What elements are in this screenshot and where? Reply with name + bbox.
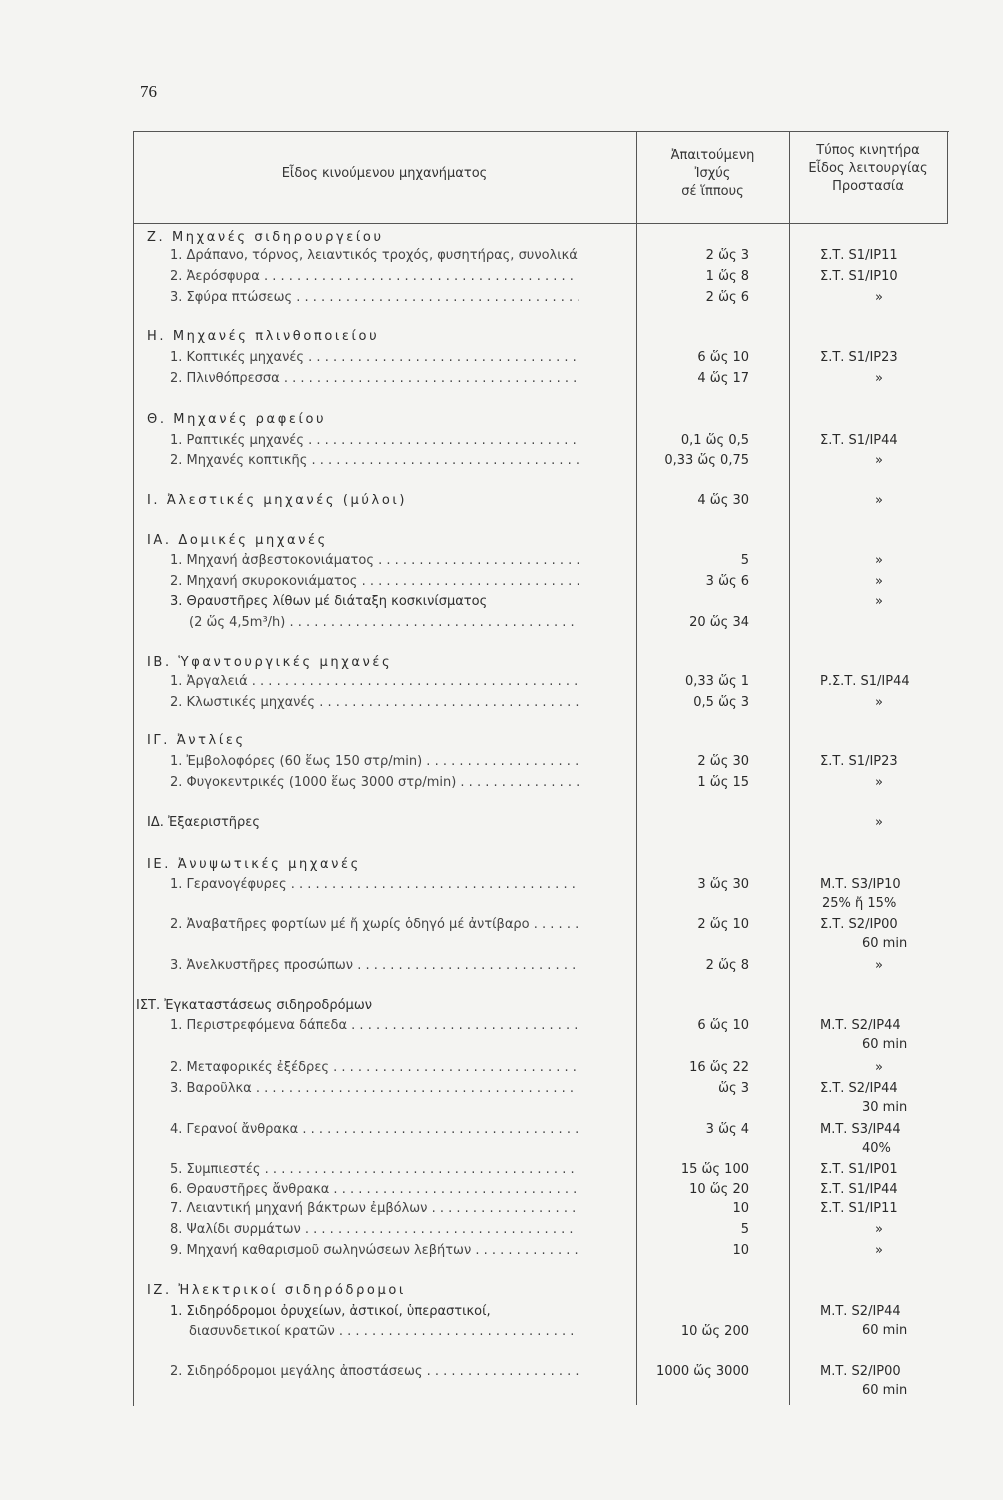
power-value: 5 xyxy=(740,553,749,568)
motor-type-detail: 60 min xyxy=(862,936,908,951)
table-row-label xyxy=(170,673,579,691)
table-row-label xyxy=(170,268,579,286)
item-label-text: 2. Μηχανή σκυροκονιάματος . . . xyxy=(170,573,579,591)
motor-type: Σ.Τ. S1/IP11 xyxy=(820,1201,898,1216)
item-label-text: 9. Μηχανή καθαρισμοῦ σωληνώσεων λεβήτων . . . xyxy=(170,1242,579,1260)
power-value: 2 ὥς 6 xyxy=(705,290,749,305)
power-value: 6 ὥς 10 xyxy=(697,350,749,365)
table-row-label xyxy=(170,1017,579,1035)
motor-type: Σ.Τ. S2/IP44 xyxy=(820,1081,898,1096)
motor-type: Μ.Τ. S2/IP44 xyxy=(820,1304,901,1319)
column-divider xyxy=(636,131,637,1405)
motor-type-detail: 40% xyxy=(862,1141,891,1156)
power-value: 20 ὥς 34 xyxy=(689,615,749,630)
motor-type: » xyxy=(875,1243,883,1258)
motor-type: » xyxy=(875,958,883,973)
page-number: 76 xyxy=(140,82,157,101)
motor-type: Μ.Τ. S3/IP44 xyxy=(820,1122,901,1137)
section-title: ΙΔ. Ἐξαεριστῆρες xyxy=(147,815,260,830)
motor-type: Μ.Τ. S2/IP00 xyxy=(820,1364,901,1379)
table-row-label xyxy=(170,1121,579,1139)
section-title: ΙΣΤ. Ἐγκαταστάσεως σιδηροδρόμων xyxy=(136,998,372,1013)
header-rule xyxy=(133,223,948,224)
table-row-label xyxy=(170,1059,579,1077)
table-row-label xyxy=(170,289,579,307)
item-label-text: 2. Ἀναβατῆρες φορτίων μέ ἤ χωρίς ὁδηγό μέ ἀντίβαρο . . . xyxy=(170,916,579,934)
item-label-text: 1. Γερανογέφυρες . . . xyxy=(170,876,579,894)
power-value: 10 xyxy=(732,1201,749,1216)
power-value: 0,33 ὥς 1 xyxy=(685,674,749,689)
motor-type: Σ.Τ. S1/IP44 xyxy=(820,1182,898,1197)
motor-type: » xyxy=(875,1222,883,1237)
motor-type: » xyxy=(875,695,883,710)
power-value: 6 ὥς 10 xyxy=(697,1018,749,1033)
table-row-label xyxy=(170,876,579,894)
power-value: 4 ὥς 30 xyxy=(697,493,749,508)
power-value: 4 ὥς 17 xyxy=(697,371,749,386)
power-value: 15 ὥς 100 xyxy=(680,1162,749,1177)
item-label-text: 2. Πλινθόπρεσσα . . . xyxy=(170,370,579,388)
table-row-label xyxy=(170,957,579,975)
item-label-text: 1. Κοπτικές μηχανές . . . xyxy=(170,349,579,367)
motor-type: Σ.Τ. S2/IP00 xyxy=(820,917,898,932)
motor-type: » xyxy=(875,815,883,830)
table-row-label xyxy=(170,1181,579,1199)
item-label: 3. Θραυστῆρες λίθων μέ διάταξη κοσκινίσματος xyxy=(170,594,488,609)
table-row-label xyxy=(170,1221,579,1239)
item-label: 1. Σιδηρόδρομοι ὀρυχείων, ἀστικοί, ὑπεραστικοί, xyxy=(170,1304,491,1319)
motor-type: » xyxy=(875,371,883,386)
item-label-text: 1. Μηχανή ἀσβεστοκονιάματος . . . xyxy=(170,552,579,570)
table-row-label xyxy=(170,1200,579,1218)
section-title: ΙΖ. Ἠλεκτρικοί σιδηρόδρομοι xyxy=(147,1283,406,1298)
section-title: ΙΑ. Δομικές μηχανές xyxy=(147,533,328,548)
power-value: 0,1 ὥς 0,5 xyxy=(680,433,749,448)
section-title: Ι. Ἀλεστικές μηχανές (μύλοι) xyxy=(147,493,408,508)
power-value: 1 ὥς 15 xyxy=(697,775,749,790)
item-label-cont xyxy=(189,1323,579,1341)
item-label-text: (2 ὥς 4,5m³/h) . . . xyxy=(189,614,579,632)
item-label-text: 4. Γερανοί ἄνθρακα . . . xyxy=(170,1121,579,1139)
table-row-label xyxy=(170,247,579,265)
motor-type: Σ.Τ. S1/IP11 xyxy=(820,248,898,263)
motor-type: » xyxy=(875,775,883,790)
motor-type: » xyxy=(875,574,883,589)
header-required-power: Ἀπαιτούμενη Ἰσχύς σέ ἵππους xyxy=(670,148,755,199)
power-value: 2 ὥς 3 xyxy=(705,248,749,263)
item-label-text: 3. Βαροῦλκα . . . xyxy=(170,1080,579,1098)
item-label-text: 8. Ψαλίδι συρμάτων . . . xyxy=(170,1221,579,1239)
motor-type: Σ.Τ. S1/IP01 xyxy=(820,1162,898,1177)
power-value: 16 ὥς 22 xyxy=(689,1060,749,1075)
motor-type-detail: 25% ἤ 15% xyxy=(822,896,897,911)
table-row-label xyxy=(170,1080,579,1098)
item-label-cont xyxy=(189,614,579,632)
item-label-text: 7. Λειαντική μηχανή βάκτρων ἐμβόλων . . . xyxy=(170,1200,579,1218)
table-row-label xyxy=(170,1242,579,1260)
power-value: 2 ὥς 30 xyxy=(697,754,749,769)
motor-type: Μ.Τ. S2/IP44 xyxy=(820,1018,901,1033)
item-label-text: 1. Ἀργαλειά . . . xyxy=(170,673,579,691)
motor-type: Ρ.Σ.Τ. S1/IP44 xyxy=(820,674,910,689)
item-label-text: 2. Ἀερόσφυρα . . . xyxy=(170,268,579,286)
header-machine-type: Εἶδος κινούμενου μηχανήματος xyxy=(281,166,488,181)
motor-type-detail: 60 min xyxy=(862,1383,908,1398)
item-label-text: 3. Σφύρα πτώσεως . . . xyxy=(170,289,579,307)
motor-type-detail: 60 min xyxy=(862,1323,908,1338)
motor-type: Μ.Τ. S3/IP10 xyxy=(820,877,901,892)
power-value: 0,33 ὥς 0,75 xyxy=(664,453,749,468)
header-motor-type: Τύπος κινητήρα Εἶδος λειτουργίας Προστασία xyxy=(808,143,928,194)
table-row-label xyxy=(170,753,579,771)
motor-type: Σ.Τ. S1/IP23 xyxy=(820,754,898,769)
power-value: 5 xyxy=(740,1222,749,1237)
section-title: ΙΓ. Ἀντλίες xyxy=(147,733,246,748)
power-value: 3 ὥς 6 xyxy=(705,574,749,589)
table-row-label xyxy=(170,1161,579,1179)
motor-type: » xyxy=(875,553,883,568)
motor-type: » xyxy=(875,453,883,468)
item-label-text: 1. Ραπτικές μηχανές . . . xyxy=(170,432,579,450)
power-value: 2 ὥς 8 xyxy=(705,958,749,973)
item-label-text: 2. Κλωστικές μηχανές . . . xyxy=(170,694,579,712)
item-label-text: 2. Σιδηρόδρομοι μεγάλης ἀποστάσεως . . . xyxy=(170,1363,579,1381)
section-title: Ζ. Μηχανές σιδηρουργείου xyxy=(147,230,384,245)
item-label-text: 1. Ἐμβολοφόρες (60 ἕως 150 στρ/min) . . . xyxy=(170,753,579,771)
item-label-text: 3. Ἀνελκυστῆρες προσώπων . . . xyxy=(170,957,579,975)
item-label-text: 2. Φυγοκεντρικές (1000 ἕως 3000 στρ/min) . . . xyxy=(170,774,579,792)
power-value: 3 ὥς 30 xyxy=(697,877,749,892)
table-row-label xyxy=(170,694,579,712)
table-row-label xyxy=(170,774,579,792)
power-value: 10 xyxy=(732,1243,749,1258)
column-divider xyxy=(947,131,948,223)
power-value: 10 ὥς 200 xyxy=(680,1324,749,1339)
table-row-label xyxy=(170,370,579,388)
motor-type: Σ.Τ. S1/IP23 xyxy=(820,350,898,365)
item-label-text: 2. Μηχανές κοπτικῆς . . . xyxy=(170,452,579,470)
table-row-label xyxy=(170,552,579,570)
motor-type: » xyxy=(875,290,883,305)
item-label-text: διασυνδετικοί κρατῶν . . . xyxy=(189,1323,579,1341)
motor-type: Σ.Τ. S1/IP10 xyxy=(820,269,898,284)
motor-type: Σ.Τ. S1/IP44 xyxy=(820,433,898,448)
item-label-text: 5. Συμπιεστές . . . xyxy=(170,1161,579,1179)
power-value: 0,5 ὥς 3 xyxy=(693,695,749,710)
section-title: ΙΕ. Ἀνυψωτικές μηχανές xyxy=(147,857,361,872)
motor-type-detail: 60 min xyxy=(862,1037,908,1052)
table-row-label xyxy=(170,573,579,591)
power-value: 3 ὥς 4 xyxy=(705,1122,749,1137)
power-value: 10 ὥς 20 xyxy=(689,1182,749,1197)
section-title: ΙΒ. Ὑφαντουργικές μηχανές xyxy=(147,655,393,670)
motor-type: » xyxy=(875,493,883,508)
item-label-text: 6. Θραυστῆρες ἄνθρακα . . . xyxy=(170,1181,579,1199)
table-row-label xyxy=(170,452,579,470)
section-title: Θ. Μηχανές ραφείου xyxy=(147,412,327,427)
power-value: 1000 ὥς 3000 xyxy=(656,1364,749,1379)
table-row-label xyxy=(170,349,579,367)
table-row-label xyxy=(170,1363,579,1381)
power-value: 1 ὥς 8 xyxy=(705,269,749,284)
motor-type-detail: 30 min xyxy=(862,1100,908,1115)
table-row-label xyxy=(170,916,579,934)
column-divider xyxy=(789,131,790,1405)
table-row-label xyxy=(170,432,579,450)
motor-type: » xyxy=(875,594,883,609)
section-title: Η. Μηχανές πλινθοποιείου xyxy=(147,329,380,344)
item-label-text: 2. Μεταφορικές ἐξέδρες . . . xyxy=(170,1059,579,1077)
item-label-text: 1. Περιστρεφόμενα δάπεδα . . . xyxy=(170,1017,579,1035)
power-value: ὥς 3 xyxy=(718,1081,749,1096)
motor-type: » xyxy=(875,1060,883,1075)
power-value: 2 ὥς 10 xyxy=(697,917,749,932)
item-label-text: 1. Δράπανο, τόρνος, λειαντικός τροχός, φυσητήρας, συνολικά . . . xyxy=(170,247,579,265)
